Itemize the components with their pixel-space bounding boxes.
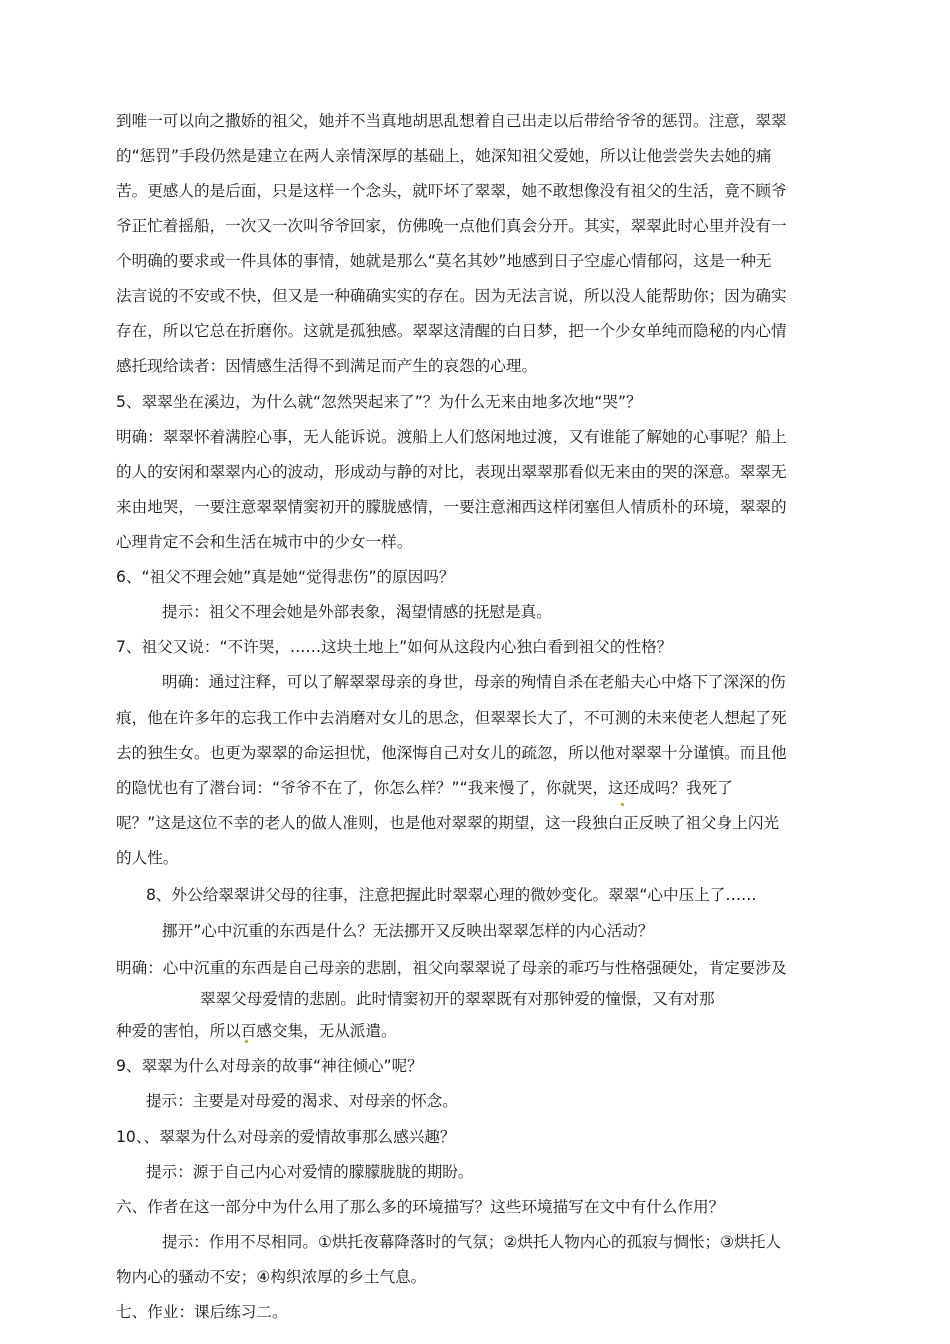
text-line: 来由地哭，一要注意翠翠情窦初开的朦胧感情，一要注意湘西这样闭塞但人情质朴的环境，翠翠的: [116, 498, 787, 516]
text-line: 明确：通过注释，可以了解翠翠母亲的身世，母亲的殉情自杀在老船夫心中烙下了深深的伤: [162, 673, 786, 691]
text-line: 挪开”心中沉重的东西是什么？无法挪开又反映出翠翠怎样的内心活动？: [162, 922, 654, 940]
text-line: 心理肯定不会和生活在城市中的少女一样。: [116, 533, 413, 551]
text-line: 存在，所以它总在折磨你。这就是孤独感。翠翠这清醒的白日梦，把一个少女单纯而隐秘的内心情: [116, 322, 787, 340]
text-line: 提示：源于自己内心对爱情的朦朦胧胧的期盼。: [146, 1163, 474, 1181]
question-9: 9、翠翠为什么对母亲的故事“神往倾心”呢？: [116, 1057, 423, 1075]
stray-mark: [621, 803, 624, 806]
text-line: 苦。更感人的是后面，只是这样一个念头，就吓坏了翠翠，她不敢想像没有祖父的生活，竟不顾爷: [116, 182, 787, 200]
question-10: 10、、翠翠为什么对母亲的爱情故事那么感兴趣？: [116, 1128, 456, 1146]
section-6: 六、作者在这一部分中为什么用了那么多的环境描写？这些环境描写在文中有什么作用？: [116, 1198, 725, 1216]
question-6: 6、“祖父不理会她”真是她“觉得悲伤”的原因吗？: [116, 568, 455, 586]
text-line: 种爱的害怕，所以百感交集，无从派遣。: [116, 1022, 397, 1040]
text-line: 提示：祖父不理会她是外部表象，渴望情感的抚慰是真。: [162, 603, 552, 621]
text-line: 的人的安闲和翠翠内心的波动，形成动与静的对比，表现出翠翠那看似无来由的哭的深意。翠翠无: [116, 463, 787, 481]
text-line: 感托现给读者：因情感生活得不到满足而产生的哀怨的心理。: [116, 357, 538, 375]
text-line: 明确：翠翠怀着满腔心事，无人能诉说。渡船上人们悠闲地过渡，又有谁能了解她的心事呢？船上: [116, 428, 787, 446]
text-line: 翠翠父母爱情的悲剧。此时情窦初开的翠翠既有对那钟爱的憧憬，又有对那: [200, 990, 715, 1008]
question-5: 5、翠翠坐在溪边，为什么就“忽然哭起来了”？为什么无来由地多次地“哭”？: [116, 393, 642, 411]
stray-mark: [245, 1040, 248, 1043]
text-line: 爷正忙着摇船，一次又一次叫爷爷回家，仿佛晚一点他们真会分开。其实，翠翠此时心里并没有一: [116, 217, 787, 235]
text-line: 的人性。: [116, 849, 179, 867]
text-line: 的“惩罚”手段仍然是建立在两人亲情深厚的基础上，她深知祖父爱她，所以让他尝尝失去她的痛: [116, 147, 772, 165]
text-line: 提示：主要是对母爱的渴求、对母亲的怀念。: [146, 1092, 458, 1110]
text-line: 的隐忧也有了潜台词：“爷爷不在了，你怎么样？”“我来慢了，你就哭，这还成吗？我死了: [116, 779, 733, 797]
section-7: 七、作业：课后练习二。: [116, 1303, 288, 1321]
text-line: 明确：心中沉重的东西是自己母亲的悲剧，祖父向翠翠说了母亲的乖巧与性格强硬处，肯定要涉及: [116, 959, 787, 977]
text-line: 法言说的不安或不快，但又是一种确确实实的存在。因为无法言说，所以没人能帮助你；因为确实: [116, 287, 787, 305]
question-8: 8、外公给翠翠讲父母的往事，注意把握此时翠翠心理的微妙变化。翠翠“心中压上了……: [146, 886, 757, 904]
question-7: 7、祖父又说：“不许哭，……这块土地上”如何从这段内心独白看到祖父的性格？: [116, 638, 673, 656]
text-line: 去的独生女。也更为翠翠的命运担忧，他深悔自己对女儿的疏忽，所以他对翠翠十分谨慎。而且他: [116, 744, 787, 762]
text-line: 个明确的要求或一件具体的事情，她就是那么“莫名其妙”地感到日子空虚心情郁闷，这是一种无: [116, 252, 772, 270]
text-line: 提示：作用不尽相同。①烘托夜幕降落时的气氛；②烘托人物内心的孤寂与惆怅；③烘托人: [162, 1233, 781, 1251]
text-line: 呢？”这是这位不幸的老人的做人准则，也是他对翠翠的期望，这一段独白正反映了祖父身上闪光: [116, 814, 780, 832]
text-line: 痕，他在许多年的忘我工作中去消磨对女儿的思念，但翠翠长大了，不可测的未来使老人想起了死: [116, 709, 787, 727]
text-line: 到唯一可以向之撒娇的祖父，她并不当真地胡思乱想着自己出走以后带给爷爷的惩罚。注意，翠翠: [116, 112, 787, 130]
text-line: 物内心的骚动不安；④构织浓厚的乡土气息。: [116, 1268, 427, 1286]
